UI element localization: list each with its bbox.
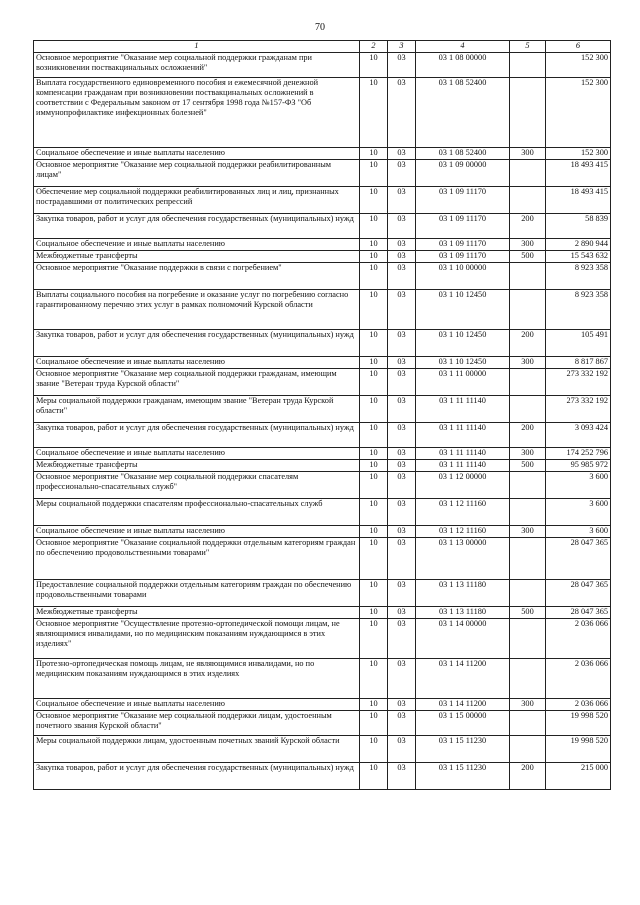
table-row (34, 357, 611, 369)
row-section-cell: 10 (360, 423, 388, 448)
row-target-code-cell: 03 1 10 00000 (416, 263, 510, 290)
row-expense-type-cell (510, 659, 546, 699)
row-target-code-cell: 03 1 12 11160 (416, 526, 510, 538)
row-expense-type-cell: 300 (510, 526, 546, 538)
row-name-cell: Выплаты социального пособия на погребение и оказание услуг по погребению согласно гарантированному перечню этих услуг в рамках полномочий Курской области (34, 290, 360, 330)
row-amount-cell: 8 923 358 (546, 263, 611, 290)
row-section-cell: 10 (360, 160, 388, 187)
row-subsection-cell: 03 (388, 148, 416, 160)
row-expense-type-cell: 300 (510, 357, 546, 369)
row-name-cell: Выплата государственного единовременного пособия и ежемесячной денежной компенсации гражданам при возникновении поствакцинальных осложнений в соответствии с Федеральным законом от 17 сентября 1998 года №157-ФЗ "Об иммунопрофилактике инфекционных болезней" (34, 78, 360, 148)
row-name-cell: Протезно-ортопедическая помощь лицам, не являющимися инвалидами, но по медицинским показаниям нуждающимся в этих изделиях (34, 659, 360, 699)
column-header-amount: 6 (546, 41, 611, 53)
row-amount-cell: 2 036 066 (546, 699, 611, 711)
row-name-cell: Закупка товаров, работ и услуг для обеспечения государственных (муниципальных) нужд (34, 214, 360, 239)
row-target-code-cell: 03 1 09 11170 (416, 187, 510, 214)
row-section-cell: 10 (360, 607, 388, 619)
table-row (34, 659, 611, 699)
row-subsection-cell: 03 (388, 736, 416, 763)
row-expense-type-cell: 200 (510, 330, 546, 357)
row-name-cell: Меры социальной поддержки лицам, удостоенным почетных званий Курской области (34, 736, 360, 763)
row-target-code-cell: 03 1 13 11180 (416, 580, 510, 607)
row-amount-cell: 215 000 (546, 763, 611, 790)
row-amount-cell: 2 890 944 (546, 239, 611, 251)
row-expense-type-cell: 300 (510, 448, 546, 460)
row-name-cell: Социальное обеспечение и иные выплаты населению (34, 148, 360, 160)
row-name-cell: Предоставление социальной поддержки отдельным категориям граждан по обеспечению продовольственными товарами (34, 580, 360, 607)
row-amount-cell: 18 493 415 (546, 187, 611, 214)
row-name-cell: Закупка товаров, работ и услуг для обеспечения государственных (муниципальных) нужд (34, 763, 360, 790)
row-name-cell: Социальное обеспечение и иные выплаты населению (34, 526, 360, 538)
row-subsection-cell: 03 (388, 239, 416, 251)
row-name-cell: Межбюджетные трансферты (34, 460, 360, 472)
table-row (34, 148, 611, 160)
row-target-code-cell: 03 1 13 00000 (416, 538, 510, 580)
row-target-code-cell: 03 1 12 00000 (416, 472, 510, 499)
table-row (34, 53, 611, 78)
row-target-code-cell: 03 1 09 11170 (416, 239, 510, 251)
row-subsection-cell: 03 (388, 78, 416, 148)
row-subsection-cell: 03 (388, 699, 416, 711)
row-target-code-cell: 03 1 10 12450 (416, 357, 510, 369)
row-subsection-cell: 03 (388, 330, 416, 357)
table-row (34, 423, 611, 448)
row-name-cell: Основное мероприятие "Оказание мер социальной поддержки спасателям профессионально-спасательных служб" (34, 472, 360, 499)
row-expense-type-cell: 300 (510, 239, 546, 251)
table-row (34, 290, 611, 330)
row-subsection-cell: 03 (388, 357, 416, 369)
row-target-code-cell: 03 1 11 11140 (416, 448, 510, 460)
row-name-cell: Социальное обеспечение и иные выплаты населению (34, 239, 360, 251)
table-row (34, 763, 611, 790)
table-row (34, 78, 611, 148)
row-subsection-cell: 03 (388, 526, 416, 538)
row-section-cell: 10 (360, 659, 388, 699)
row-amount-cell: 273 332 192 (546, 369, 611, 396)
table-row (34, 396, 611, 423)
row-subsection-cell: 03 (388, 460, 416, 472)
row-section-cell: 10 (360, 290, 388, 330)
row-expense-type-cell: 300 (510, 699, 546, 711)
row-name-cell: Меры социальной поддержки гражданам, имеющим звание "Ветеран труда Курской области" (34, 396, 360, 423)
row-subsection-cell: 03 (388, 659, 416, 699)
row-section-cell: 10 (360, 619, 388, 659)
budget-table (33, 40, 611, 790)
row-amount-cell: 3 093 424 (546, 423, 611, 448)
row-amount-cell: 8 817 867 (546, 357, 611, 369)
row-target-code-cell: 03 1 11 11140 (416, 423, 510, 448)
row-target-code-cell: 03 1 14 11200 (416, 699, 510, 711)
row-expense-type-cell (510, 619, 546, 659)
table-row (34, 214, 611, 239)
row-name-cell: Основное мероприятие "Оказание социальной поддержки отдельным категориям граждан по обеспечению продовольственными товарами" (34, 538, 360, 580)
row-name-cell: Межбюджетные трансферты (34, 251, 360, 263)
row-subsection-cell: 03 (388, 263, 416, 290)
row-section-cell: 10 (360, 526, 388, 538)
row-section-cell: 10 (360, 369, 388, 396)
row-name-cell: Основное мероприятие "Осуществление протезно-ортопедической помощи лицам, не являющимися инвалидами, но по медицинским показаниям нуждающимся в этих изделиях" (34, 619, 360, 659)
table-row (34, 460, 611, 472)
row-section-cell: 10 (360, 460, 388, 472)
table-row (34, 160, 611, 187)
row-amount-cell: 28 047 365 (546, 607, 611, 619)
table-header-row (34, 41, 611, 53)
table-row (34, 607, 611, 619)
row-expense-type-cell (510, 160, 546, 187)
row-target-code-cell: 03 1 09 11170 (416, 251, 510, 263)
table-row (34, 369, 611, 396)
row-subsection-cell: 03 (388, 187, 416, 214)
row-subsection-cell: 03 (388, 499, 416, 526)
row-amount-cell: 152 300 (546, 53, 611, 78)
row-name-cell: Меры социальной поддержки спасателям профессионально-спасательных служб (34, 499, 360, 526)
row-target-code-cell: 03 1 14 11200 (416, 659, 510, 699)
row-target-code-cell: 03 1 09 00000 (416, 160, 510, 187)
row-target-code-cell: 03 1 09 11170 (416, 214, 510, 239)
row-name-cell: Социальное обеспечение и иные выплаты населению (34, 448, 360, 460)
row-amount-cell: 2 036 066 (546, 619, 611, 659)
row-expense-type-cell: 200 (510, 214, 546, 239)
table-row (34, 239, 611, 251)
row-subsection-cell: 03 (388, 538, 416, 580)
row-subsection-cell: 03 (388, 619, 416, 659)
row-subsection-cell: 03 (388, 396, 416, 423)
row-amount-cell: 3 600 (546, 499, 611, 526)
row-subsection-cell: 03 (388, 214, 416, 239)
row-subsection-cell: 03 (388, 251, 416, 263)
row-expense-type-cell: 500 (510, 460, 546, 472)
column-header-section: 2 (360, 41, 388, 53)
row-expense-type-cell (510, 187, 546, 214)
row-subsection-cell: 03 (388, 607, 416, 619)
row-section-cell: 10 (360, 53, 388, 78)
table-row (34, 736, 611, 763)
row-target-code-cell: 03 1 11 11140 (416, 396, 510, 423)
row-expense-type-cell (510, 538, 546, 580)
row-target-code-cell: 03 1 12 11160 (416, 499, 510, 526)
row-section-cell: 10 (360, 448, 388, 460)
row-amount-cell: 8 923 358 (546, 290, 611, 330)
table-row (34, 472, 611, 499)
row-section-cell: 10 (360, 187, 388, 214)
row-expense-type-cell (510, 78, 546, 148)
row-name-cell: Закупка товаров, работ и услуг для обеспечения государственных (муниципальных) нужд (34, 330, 360, 357)
row-name-cell: Основное мероприятие "Оказание мер социальной поддержки гражданам при возникновении поствакцинальных осложнений" (34, 53, 360, 78)
row-expense-type-cell: 200 (510, 763, 546, 790)
row-expense-type-cell: 500 (510, 607, 546, 619)
row-amount-cell: 95 985 972 (546, 460, 611, 472)
row-section-cell: 10 (360, 699, 388, 711)
row-expense-type-cell (510, 53, 546, 78)
table-body (34, 53, 611, 790)
row-subsection-cell: 03 (388, 711, 416, 736)
row-subsection-cell: 03 (388, 369, 416, 396)
row-expense-type-cell (510, 369, 546, 396)
row-expense-type-cell (510, 711, 546, 736)
table-row (34, 699, 611, 711)
row-amount-cell: 105 491 (546, 330, 611, 357)
row-expense-type-cell: 300 (510, 148, 546, 160)
row-target-code-cell: 03 1 15 00000 (416, 711, 510, 736)
row-section-cell: 10 (360, 263, 388, 290)
row-section-cell: 10 (360, 396, 388, 423)
row-section-cell: 10 (360, 239, 388, 251)
table-row (34, 251, 611, 263)
row-amount-cell: 19 998 520 (546, 736, 611, 763)
row-target-code-cell: 03 1 15 11230 (416, 763, 510, 790)
row-expense-type-cell (510, 580, 546, 607)
row-section-cell: 10 (360, 214, 388, 239)
row-amount-cell: 273 332 192 (546, 396, 611, 423)
row-section-cell: 10 (360, 763, 388, 790)
row-subsection-cell: 03 (388, 472, 416, 499)
table-row (34, 526, 611, 538)
row-expense-type-cell (510, 499, 546, 526)
row-target-code-cell: 03 1 10 12450 (416, 290, 510, 330)
row-target-code-cell: 03 1 11 11140 (416, 460, 510, 472)
row-subsection-cell: 03 (388, 580, 416, 607)
row-expense-type-cell (510, 396, 546, 423)
row-target-code-cell: 03 1 14 00000 (416, 619, 510, 659)
row-target-code-cell: 03 1 08 52400 (416, 78, 510, 148)
row-subsection-cell: 03 (388, 160, 416, 187)
table-row (34, 448, 611, 460)
row-target-code-cell: 03 1 15 11230 (416, 736, 510, 763)
row-name-cell: Основное мероприятие "Оказание поддержки в связи с погребением" (34, 263, 360, 290)
row-amount-cell: 28 047 365 (546, 580, 611, 607)
row-expense-type-cell (510, 263, 546, 290)
row-target-code-cell: 03 1 13 11180 (416, 607, 510, 619)
row-name-cell: Социальное обеспечение и иные выплаты населению (34, 357, 360, 369)
row-section-cell: 10 (360, 736, 388, 763)
row-section-cell: 10 (360, 580, 388, 607)
row-name-cell: Обеспечение мер социальной поддержки реабилитированных лиц и лиц, признанных пострадавшими от политических репрессий (34, 187, 360, 214)
table-row (34, 711, 611, 736)
row-section-cell: 10 (360, 499, 388, 526)
row-amount-cell: 19 998 520 (546, 711, 611, 736)
table-row (34, 263, 611, 290)
row-target-code-cell: 03 1 08 52400 (416, 148, 510, 160)
column-header-expense-type: 5 (510, 41, 546, 53)
table-row (34, 330, 611, 357)
column-header-subsection: 3 (388, 41, 416, 53)
row-name-cell: Основное мероприятие "Оказание мер социальной поддержки лицам, удостоенным почетного звания Курской области" (34, 711, 360, 736)
row-name-cell: Основное мероприятие "Оказание мер социальной поддержки гражданам, имеющим звание "Ветеран труда Курской области" (34, 369, 360, 396)
row-target-code-cell: 03 1 10 12450 (416, 330, 510, 357)
table-row (34, 538, 611, 580)
row-amount-cell: 18 493 415 (546, 160, 611, 187)
row-expense-type-cell (510, 472, 546, 499)
row-amount-cell: 28 047 365 (546, 538, 611, 580)
row-expense-type-cell (510, 736, 546, 763)
row-subsection-cell: 03 (388, 423, 416, 448)
row-section-cell: 10 (360, 711, 388, 736)
table-row (34, 187, 611, 214)
column-header-target-code: 4 (416, 41, 510, 53)
row-name-cell: Основное мероприятие "Оказание мер социальной поддержки реабилитированным лицам" (34, 160, 360, 187)
row-section-cell: 10 (360, 472, 388, 499)
row-expense-type-cell: 200 (510, 423, 546, 448)
row-amount-cell: 152 300 (546, 78, 611, 148)
row-target-code-cell: 03 1 11 00000 (416, 369, 510, 396)
row-amount-cell: 2 036 066 (546, 659, 611, 699)
row-subsection-cell: 03 (388, 53, 416, 78)
row-section-cell: 10 (360, 357, 388, 369)
row-section-cell: 10 (360, 538, 388, 580)
page-number: 70 (315, 22, 325, 33)
column-header-name: 1 (34, 41, 360, 53)
table-row (34, 499, 611, 526)
row-expense-type-cell (510, 290, 546, 330)
table-row (34, 619, 611, 659)
row-amount-cell: 152 300 (546, 148, 611, 160)
row-section-cell: 10 (360, 251, 388, 263)
row-amount-cell: 15 543 632 (546, 251, 611, 263)
row-section-cell: 10 (360, 78, 388, 148)
row-subsection-cell: 03 (388, 448, 416, 460)
row-amount-cell: 174 252 796 (546, 448, 611, 460)
row-section-cell: 10 (360, 148, 388, 160)
row-name-cell: Закупка товаров, работ и услуг для обеспечения государственных (муниципальных) нужд (34, 423, 360, 448)
table-row (34, 580, 611, 607)
row-expense-type-cell: 500 (510, 251, 546, 263)
row-target-code-cell: 03 1 08 00000 (416, 53, 510, 78)
row-subsection-cell: 03 (388, 290, 416, 330)
row-name-cell: Межбюджетные трансферты (34, 607, 360, 619)
row-section-cell: 10 (360, 330, 388, 357)
row-amount-cell: 3 600 (546, 526, 611, 538)
row-amount-cell: 3 600 (546, 472, 611, 499)
row-subsection-cell: 03 (388, 763, 416, 790)
row-name-cell: Социальное обеспечение и иные выплаты населению (34, 699, 360, 711)
row-amount-cell: 58 839 (546, 214, 611, 239)
